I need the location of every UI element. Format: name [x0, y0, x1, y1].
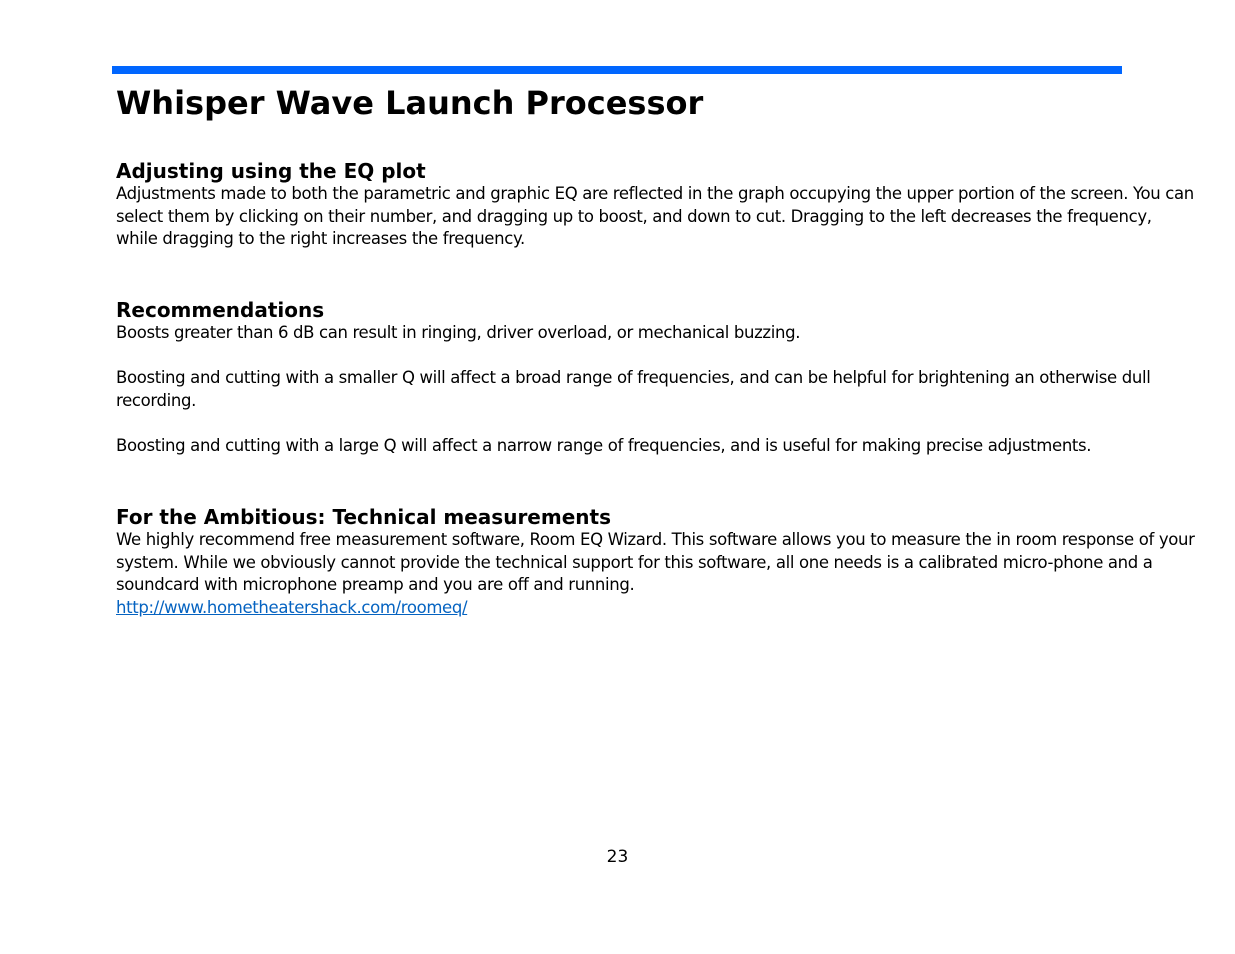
page-number: 23 [606, 847, 629, 867]
section-heading-eq-plot: Adjusting using the EQ plot [116, 159, 426, 183]
paragraph-smaller-q: Boosting and cutting with a smaller Q will affect a broad range of frequencies, and can be helpful for brightening an otherwise dull recording. [116, 368, 1151, 410]
page-title: Whisper Wave Launch Processor [116, 84, 704, 122]
section-heading-technical-measurements: For the Ambitious: Technical measurements [116, 505, 611, 529]
paragraph-room-eq-wizard: We highly recommend free measurement software, Room EQ Wizard. This software allows you to measure the in room response of your system. While we obviously cannot provide the technical support for this software, all one needs is a calibrated micro-phone and a soundcard with microphone preamp and you are off and running. [116, 530, 1195, 594]
paragraph-large-q: Boosting and cutting with a large Q will affect a narrow range of frequencies, and is useful for making precise adjustments. [116, 435, 1092, 455]
section-eq-plot [116, 159, 1196, 251]
section-technical-measurements [116, 505, 1196, 619]
paragraph-boost-limit: Boosts greater than 6 dB can result in ringing, driver overload, or mechanical buzzing. [116, 323, 801, 342]
section-recommendations [116, 298, 1196, 457]
section-heading-recommendations: Recommendations [116, 298, 325, 322]
roomeq-link[interactable]: http://www.hometheatershack.com/roomeq/ [116, 597, 468, 617]
paragraph-eq-plot: Adjustments made to both the parametric and graphic EQ are reflected in the graph occupying the upper portion of the screen. You can select them by clicking on their number, and dragging up to boost, and down to cut. Dragging to the left decreases the frequency, while dragging to the right increases the frequency. [116, 184, 1194, 248]
header-accent-rule [112, 66, 1122, 74]
